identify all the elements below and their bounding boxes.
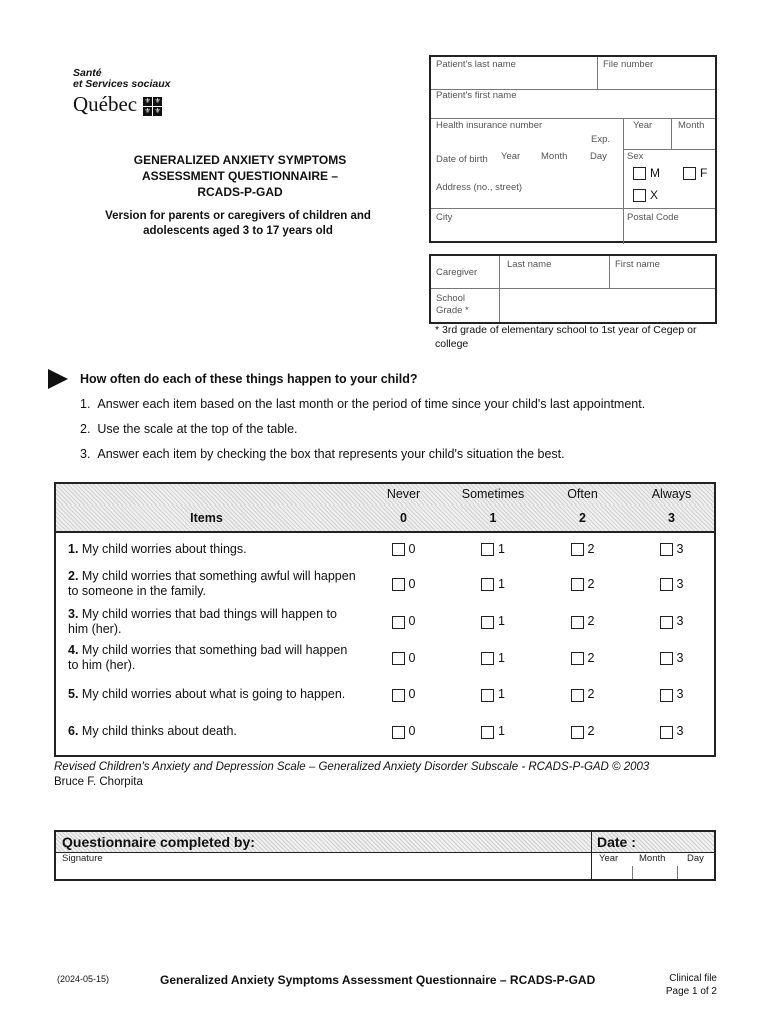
instruction-step: 1. Answer each item based on the last month or the period of time since your child's last appointment. (80, 397, 646, 411)
instructions-heading: How often do each of these things happen to your child? (80, 372, 418, 386)
logo-line-1: Santé (73, 67, 102, 79)
school-grade-field[interactable]: School Grade * (436, 293, 469, 316)
answer-checkbox[interactable] (481, 616, 494, 629)
sex-x-checkbox[interactable] (633, 189, 646, 202)
answer-checkbox[interactable] (392, 726, 405, 739)
answer-checkbox[interactable] (571, 616, 584, 629)
date-title: Date : (597, 834, 636, 850)
table-row: 4. My child worries that something bad will happen to him (her). 0 1 2 3 (54, 640, 716, 676)
completion-box (54, 830, 716, 881)
footer-title: Generalized Anxiety Symptoms Assessment Questionnaire – RCADS-P-GAD (160, 973, 596, 987)
file-number-field[interactable]: File number (603, 59, 654, 70)
completed-by-title: Questionnaire completed by: (62, 834, 255, 850)
first-name-field[interactable]: Patient's first name (436, 90, 517, 101)
sex-f-checkbox[interactable] (683, 167, 696, 180)
fleur-de-lis-icon: ⚜ ⚜ ⚜ ⚜ (144, 96, 161, 115)
answer-checkbox[interactable] (571, 652, 584, 665)
instruction-step: 3. Answer each item by checking the box that represents your child's situation the best. (80, 447, 565, 461)
scale-label-always: Always (651, 486, 692, 501)
answer-checkbox[interactable] (392, 689, 405, 702)
document-subtitle: Version for parents or caregivers of children and adolescents aged 3 to 17 years old (105, 210, 371, 237)
citation: Revised Children's Anxiety and Depression Scale – Generalized Anxiety Disorder Subscale - RCADS-P-GAD © 2003 Bruce F. Chorpita (54, 761, 650, 788)
item-text: 5. My child worries about what is going to happen. (68, 687, 346, 701)
table-row: 2. My child worries that something awful will happen to someone in the family. 0 1 2 3 (54, 565, 716, 603)
postal-code-field[interactable]: Postal Code (627, 212, 679, 223)
table-row: 3. My child worries that bad things will happen to him (her). 0 1 2 3 (54, 603, 716, 640)
health-insurance-field[interactable]: Health insurance number (436, 120, 543, 131)
answer-checkbox[interactable] (660, 726, 673, 739)
document-title: GENERALIZED ANXIETY SYMPTOMS ASSESSMENT QUESTIONNAIRE – RCADS-P-GAD (133, 153, 347, 199)
answer-checkbox[interactable] (571, 689, 584, 702)
answer-checkbox[interactable] (660, 543, 673, 556)
answer-checkbox[interactable] (571, 543, 584, 556)
item-text: 6. My child thinks about death. (68, 724, 237, 738)
answer-checkbox[interactable] (392, 652, 405, 665)
patient-info-box: Patient's last name File number Patient's first name Health insurance number Year Month Exp. Date of birth Year Month Day Sex M F X Address (no., street) City Postal Code (429, 55, 717, 243)
answer-checkbox[interactable] (571, 578, 584, 591)
item-text: 1. My child worries about things. (68, 541, 247, 556)
scale-label-never: Never (386, 486, 421, 501)
sex-m-checkbox[interactable] (633, 167, 646, 180)
table-row: 1. My child worries about things. 0 1 2 3 (54, 532, 716, 565)
date-year-field[interactable]: Year (599, 853, 619, 864)
scale-label-sometimes: Sometimes (461, 486, 525, 501)
footer-version: (2024-05-15) (57, 974, 110, 984)
answer-checkbox[interactable] (392, 578, 405, 591)
school-grade-note: * 3rd grade of elementary school to 1st year of Cegep or college (435, 324, 697, 350)
answer-checkbox[interactable] (392, 616, 405, 629)
dob-field[interactable]: Date of birth (436, 154, 488, 165)
item-text: 4. My child worries that something bad will happen to him (her). (68, 643, 348, 672)
answer-checkbox[interactable] (481, 578, 494, 591)
table-row: 5. My child worries about what is going to happen. 0 1 2 3 (54, 676, 716, 713)
questionnaire-table: Never Sometimes Often Always Items 0 1 2 3 1. My child worries about things. 0 1 2 3 2. My child worries that something awful will happen to someone in the family. 0 1 2 3 3. My child worries that bad things will happen to him (her). 0 1 2 3 4. My child worries that something bad will happen to him (her). 0 1 2 3 5. My child worries about what is going to happen. 0 1 2 3 6. My child thinks about death. 0 1 2 3 (54, 482, 716, 750)
answer-checkbox[interactable] (660, 652, 673, 665)
logo-name: Québec (73, 92, 138, 116)
last-name-field[interactable]: Patient's last name (436, 59, 516, 70)
instruction-step: 2. Use the scale at the top of the table. (80, 422, 298, 436)
signature-field[interactable]: Signature (62, 853, 103, 864)
logo-line-2: et Services sociaux (73, 78, 171, 90)
caregiver-first-name[interactable]: First name (615, 259, 660, 270)
answer-checkbox[interactable] (660, 689, 673, 702)
city-field[interactable]: City (436, 212, 453, 223)
item-text: 3. My child worries that bad things will happen to him (her). (68, 606, 337, 636)
answer-checkbox[interactable] (481, 726, 494, 739)
date-day-field[interactable]: Day (687, 853, 704, 864)
scale-label-often: Often (567, 486, 598, 501)
answer-checkbox[interactable] (481, 652, 494, 665)
answer-checkbox[interactable] (392, 543, 405, 556)
answer-checkbox[interactable] (571, 726, 584, 739)
caregiver-last-name[interactable]: Last name (507, 259, 552, 270)
date-month-field[interactable]: Month (639, 853, 666, 864)
footer-page-info: Clinical file Page 1 of 2 (665, 973, 717, 997)
answer-checkbox[interactable] (660, 578, 673, 591)
address-field[interactable]: Address (no., street) (436, 182, 523, 193)
answer-checkbox[interactable] (660, 616, 673, 629)
answer-checkbox[interactable] (481, 689, 494, 702)
item-text: 2. My child worries that something awful will happen to someone in the family. (68, 569, 356, 598)
caregiver-box: Caregiver Last name First name School Grade * (429, 254, 717, 324)
arrow-right-icon (48, 369, 68, 389)
answer-checkbox[interactable] (481, 543, 494, 556)
items-header: Items (54, 505, 359, 532)
table-row: 6. My child thinks about death. 0 1 2 3 (54, 713, 716, 750)
quebec-logo (73, 68, 170, 116)
